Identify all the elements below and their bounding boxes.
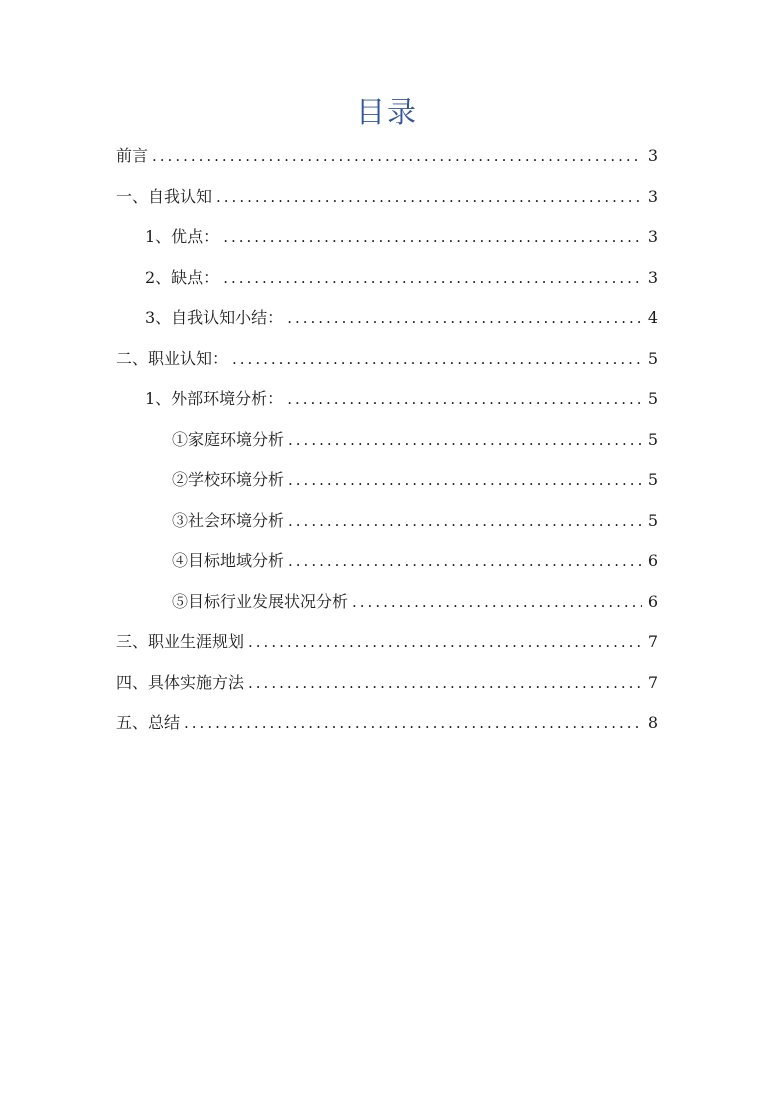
toc-title: 目录: [355, 95, 418, 129]
dot-leader: [152, 136, 642, 177]
toc-entry-text: ④目标地域分析: [172, 551, 285, 570]
toc-entry-external-environment[interactable]: [116, 379, 658, 420]
toc-entry-preface[interactable]: [116, 136, 658, 177]
toc-page-number: 8: [647, 713, 658, 732]
dot-leader: [352, 582, 642, 623]
dot-leader: [248, 622, 642, 663]
toc-entry-text: 三、职业生涯规划: [116, 632, 245, 651]
dot-leader: [288, 460, 642, 501]
toc-page-number: 6: [647, 591, 658, 611]
toc-entry-school-environment[interactable]: [116, 460, 658, 501]
toc-entry-text: ⑤目标行业发展状况分析: [172, 591, 349, 611]
toc-entry-implementation[interactable]: [116, 663, 658, 704]
toc-page-number: 4: [647, 308, 658, 327]
toc-entry-text: 四、具体实施方法: [116, 672, 245, 692]
toc-entry-social-environment[interactable]: [116, 501, 658, 542]
toc-entry-weaknesses[interactable]: [116, 258, 658, 299]
dot-leader: [288, 501, 642, 542]
toc-page-number: 3: [647, 186, 658, 206]
dot-leader: [223, 217, 642, 258]
toc-entry-text: 3、自我认知小结：: [145, 308, 284, 327]
dot-leader: [216, 177, 642, 218]
toc-entry-text: 五、总结: [116, 713, 181, 732]
dot-leader: [248, 663, 642, 704]
toc-page-number: 3: [647, 227, 658, 246]
toc-page-number: 5: [647, 429, 658, 449]
toc-entry-text: ①家庭环境分析: [172, 429, 285, 449]
toc-page-number: 5: [647, 389, 658, 408]
toc-entry-strengths[interactable]: [116, 217, 658, 258]
toc-page-number: 7: [647, 632, 658, 651]
toc-entry-family-environment[interactable]: [116, 420, 658, 461]
toc-entry-target-industry[interactable]: [116, 582, 658, 623]
toc-entry-self-awareness[interactable]: [116, 177, 658, 218]
dot-leader: [288, 541, 642, 582]
dot-leader: [288, 420, 642, 461]
toc-entry-career-plan[interactable]: [116, 622, 658, 663]
toc-entry-text: 前言: [116, 146, 149, 165]
toc-entry-summary[interactable]: [116, 703, 658, 744]
toc-entry-text: 一、自我认知: [116, 186, 213, 206]
toc-entry-text: ②学校环境分析: [172, 470, 285, 489]
toc-page-number: 5: [647, 470, 658, 489]
toc-page-number: 3: [647, 267, 658, 287]
dot-leader: [184, 703, 642, 744]
toc-page-number: 3: [647, 146, 658, 165]
table-of-contents: [116, 136, 658, 744]
toc-page-number: 6: [647, 551, 658, 570]
toc-entry-text: 1、优点：: [145, 227, 220, 246]
dot-leader: [287, 298, 642, 339]
toc-entry-text: 2、缺点：: [145, 267, 220, 287]
dot-leader: [232, 339, 642, 380]
toc-entry-career-awareness[interactable]: [116, 339, 658, 380]
toc-page-number: 7: [647, 672, 658, 692]
toc-entry-text: 二、职业认知：: [116, 348, 229, 368]
toc-entry-text: 1、外部环境分析：: [145, 389, 284, 408]
toc-page-number: 5: [647, 348, 658, 368]
toc-page-number: 5: [647, 510, 658, 530]
toc-entry-text: ③社会环境分析: [172, 510, 285, 530]
dot-leader: [287, 379, 642, 420]
dot-leader: [223, 258, 642, 299]
toc-entry-target-region[interactable]: [116, 541, 658, 582]
toc-entry-self-summary[interactable]: [116, 298, 658, 339]
